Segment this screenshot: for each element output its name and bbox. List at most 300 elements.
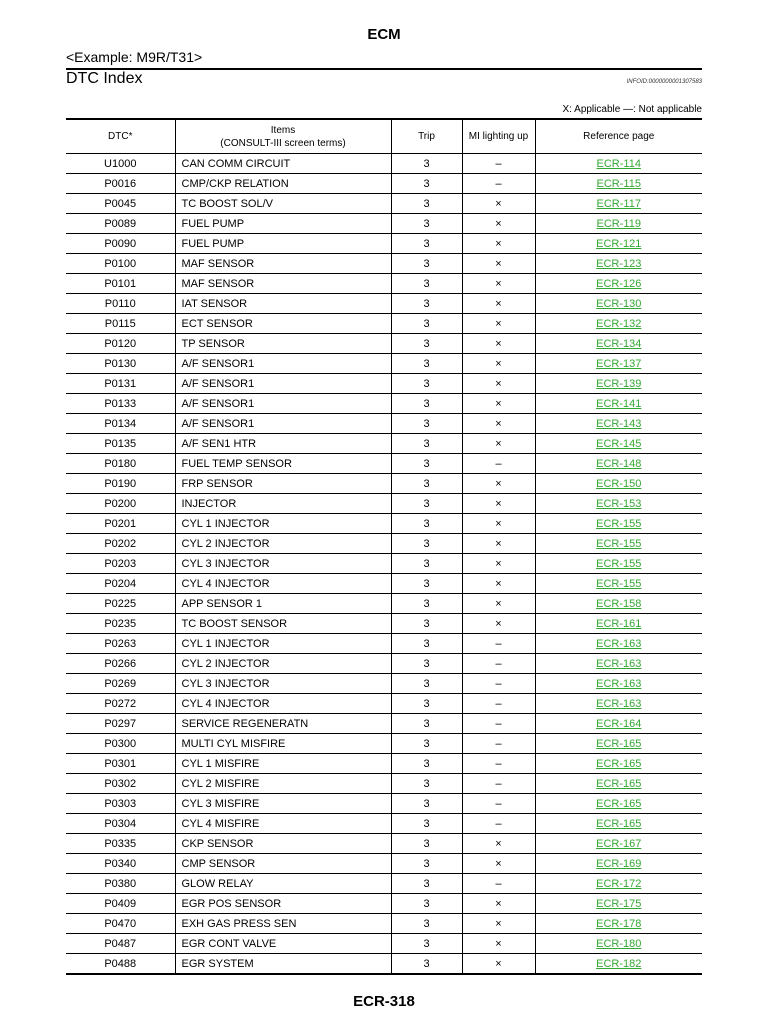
table-row: [66, 754, 702, 774]
mi-lighting-value: –: [462, 714, 535, 734]
reference-page-link[interactable]: ECR-145: [596, 437, 642, 450]
trip-value: 3: [391, 454, 462, 474]
trip-value: 3: [391, 874, 462, 894]
mi-lighting-value: ×: [462, 314, 535, 334]
mi-lighting-value: ×: [462, 614, 535, 634]
reference-cell: [535, 894, 702, 914]
mi-lighting-value: –: [462, 734, 535, 754]
dtc-code: P0225: [66, 594, 175, 614]
mi-lighting-value: ×: [462, 934, 535, 954]
trip-value: 3: [391, 254, 462, 274]
dtc-code: P0303: [66, 794, 175, 814]
item-name: CYL 3 MISFIRE: [175, 794, 391, 814]
item-name: A/F SENSOR1: [175, 354, 391, 374]
column-header-mi: MI lighting up: [462, 119, 535, 154]
dtc-code: P0045: [66, 194, 175, 214]
trip-value: 3: [391, 954, 462, 975]
info-id: INFOID:0000000001307583: [626, 79, 702, 85]
mi-lighting-value: ×: [462, 574, 535, 594]
mi-lighting-value: –: [462, 794, 535, 814]
item-name: CYL 2 MISFIRE: [175, 774, 391, 794]
reference-page-link[interactable]: ECR-163: [596, 677, 642, 690]
trip-value: 3: [391, 534, 462, 554]
item-name: SERVICE REGENERATN: [175, 714, 391, 734]
dtc-code: P0016: [66, 174, 175, 194]
dtc-code: P0304: [66, 814, 175, 834]
mi-lighting-value: ×: [462, 854, 535, 874]
dtc-code: P0115: [66, 314, 175, 334]
trip-value: 3: [391, 294, 462, 314]
item-name: CYL 1 MISFIRE: [175, 754, 391, 774]
reference-cell: [535, 934, 702, 954]
table-body: [66, 154, 702, 975]
dtc-code: U1000: [66, 154, 175, 174]
dtc-code: P0487: [66, 934, 175, 954]
table-row: [66, 474, 702, 494]
item-name: CYL 4 INJECTOR: [175, 574, 391, 594]
legend: X: Applicable —: Not applicable: [562, 104, 702, 115]
trip-value: 3: [391, 514, 462, 534]
trip-value: 3: [391, 694, 462, 714]
reference-cell: [535, 514, 702, 534]
reference-cell: [535, 914, 702, 934]
reference-page-link[interactable]: ECR-139: [596, 377, 642, 390]
reference-cell: [535, 394, 702, 414]
item-name: CYL 3 INJECTOR: [175, 554, 391, 574]
mi-lighting-value: ×: [462, 294, 535, 314]
reference-cell: [535, 454, 702, 474]
table-row: [66, 894, 702, 914]
table-row: [66, 314, 702, 334]
trip-value: 3: [391, 674, 462, 694]
dtc-code: P0100: [66, 254, 175, 274]
table-row: [66, 794, 702, 814]
trip-value: 3: [391, 634, 462, 654]
table-row: [66, 834, 702, 854]
reference-page-link[interactable]: ECR-165: [596, 737, 642, 750]
item-name: TP SENSOR: [175, 334, 391, 354]
reference-cell: [535, 334, 702, 354]
dtc-code: P0235: [66, 614, 175, 634]
table-row: [66, 234, 702, 254]
reference-cell: [535, 174, 702, 194]
table-header-row: [66, 119, 702, 154]
reference-page-link[interactable]: ECR-153: [596, 497, 642, 510]
reference-cell: [535, 154, 702, 174]
dtc-code: P0202: [66, 534, 175, 554]
reference-page-link[interactable]: ECR-155: [596, 537, 642, 550]
item-name: IAT SENSOR: [175, 294, 391, 314]
table-row: [66, 574, 702, 594]
reference-page-link[interactable]: ECR-165: [596, 797, 642, 810]
table-row: [66, 154, 702, 174]
reference-cell: [535, 654, 702, 674]
mi-lighting-value: ×: [462, 594, 535, 614]
dtc-code: P0101: [66, 274, 175, 294]
dtc-code: P0089: [66, 214, 175, 234]
table-row: [66, 414, 702, 434]
column-header-items-line1: Items: [270, 124, 296, 136]
trip-value: 3: [391, 394, 462, 414]
trip-value: 3: [391, 354, 462, 374]
item-name: CAN COMM CIRCUIT: [175, 154, 391, 174]
item-name: TC BOOST SOL/V: [175, 194, 391, 214]
reference-cell: [535, 354, 702, 374]
item-name: INJECTOR: [175, 494, 391, 514]
trip-value: 3: [391, 474, 462, 494]
table-row: [66, 454, 702, 474]
item-name: APP SENSOR 1: [175, 594, 391, 614]
reference-cell: [535, 494, 702, 514]
mi-lighting-value: ×: [462, 194, 535, 214]
dtc-code: P0204: [66, 574, 175, 594]
item-name: EGR CONT VALVE: [175, 934, 391, 954]
item-name: CYL 2 INJECTOR: [175, 534, 391, 554]
mi-lighting-value: –: [462, 454, 535, 474]
table-row: [66, 714, 702, 734]
trip-value: 3: [391, 614, 462, 634]
table-row: [66, 734, 702, 754]
dtc-code: P0120: [66, 334, 175, 354]
reference-cell: [535, 314, 702, 334]
dtc-code: P0297: [66, 714, 175, 734]
reference-page-link[interactable]: ECR-158: [596, 597, 642, 610]
item-name: TC BOOST SENSOR: [175, 614, 391, 634]
reference-cell: [535, 854, 702, 874]
table-row: [66, 514, 702, 534]
table-row: [66, 274, 702, 294]
item-name: FRP SENSOR: [175, 474, 391, 494]
reference-cell: [535, 594, 702, 614]
reference-cell: [535, 214, 702, 234]
dtc-code: P0300: [66, 734, 175, 754]
item-name: CYL 1 INJECTOR: [175, 514, 391, 534]
mi-lighting-value: ×: [462, 334, 535, 354]
reference-page-link[interactable]: ECR-163: [596, 697, 642, 710]
item-name: FUEL TEMP SENSOR: [175, 454, 391, 474]
reference-cell: [535, 414, 702, 434]
table-row: [66, 654, 702, 674]
dtc-code: P0134: [66, 414, 175, 434]
mi-lighting-value: ×: [462, 534, 535, 554]
reference-cell: [535, 234, 702, 254]
column-header-items-line2: (CONSULT-III screen terms): [220, 137, 346, 149]
reference-page-link[interactable]: ECR-134: [596, 337, 642, 350]
mi-lighting-value: ×: [462, 214, 535, 234]
reference-page-link[interactable]: ECR-121: [596, 237, 642, 250]
item-name: CYL 3 INJECTOR: [175, 674, 391, 694]
reference-page-link[interactable]: ECR-150: [596, 477, 642, 490]
table-row: [66, 554, 702, 574]
reference-cell: [535, 874, 702, 894]
section-title: DTC Index: [66, 70, 143, 87]
table-row: [66, 634, 702, 654]
table-row: [66, 914, 702, 934]
reference-page-link[interactable]: ECR-143: [596, 417, 642, 430]
reference-cell: [535, 694, 702, 714]
mi-lighting-value: –: [462, 694, 535, 714]
trip-value: 3: [391, 374, 462, 394]
trip-value: 3: [391, 314, 462, 334]
item-name: FUEL PUMP: [175, 214, 391, 234]
reference-cell: [535, 294, 702, 314]
item-name: CYL 2 INJECTOR: [175, 654, 391, 674]
reference-cell: [535, 374, 702, 394]
mi-lighting-value: –: [462, 754, 535, 774]
item-name: CYL 4 INJECTOR: [175, 694, 391, 714]
dtc-code: P0130: [66, 354, 175, 374]
trip-value: 3: [391, 214, 462, 234]
reference-page-link[interactable]: ECR-161: [596, 617, 642, 630]
mi-lighting-value: ×: [462, 514, 535, 534]
dtc-code: P0301: [66, 754, 175, 774]
table-row: [66, 674, 702, 694]
dtc-code: P0488: [66, 954, 175, 975]
table-row: [66, 814, 702, 834]
dtc-code: P0200: [66, 494, 175, 514]
trip-value: 3: [391, 814, 462, 834]
dtc-code: P0272: [66, 694, 175, 714]
mi-lighting-value: ×: [462, 394, 535, 414]
item-name: GLOW RELAY: [175, 874, 391, 894]
item-name: CMP SENSOR: [175, 854, 391, 874]
header-rule: [66, 68, 702, 70]
item-name: MAF SENSOR: [175, 254, 391, 274]
reference-page-link[interactable]: ECR-165: [596, 817, 642, 830]
table-row: [66, 214, 702, 234]
table-row: [66, 494, 702, 514]
table-row: [66, 374, 702, 394]
trip-value: 3: [391, 854, 462, 874]
table-row: [66, 434, 702, 454]
mi-lighting-value: –: [462, 634, 535, 654]
column-header-trip: Trip: [391, 119, 462, 154]
reference-page-link[interactable]: ECR-148: [596, 457, 642, 470]
page-footer: ECR-318: [353, 993, 415, 1010]
reference-cell: [535, 474, 702, 494]
table-row: [66, 954, 702, 975]
reference-cell: [535, 734, 702, 754]
reference-page-link[interactable]: ECR-163: [596, 637, 642, 650]
table-row: [66, 534, 702, 554]
dtc-code: P0380: [66, 874, 175, 894]
mi-lighting-value: ×: [462, 474, 535, 494]
trip-value: 3: [391, 554, 462, 574]
item-name: A/F SEN1 HTR: [175, 434, 391, 454]
item-name: A/F SENSOR1: [175, 374, 391, 394]
page-header: ECM: [367, 26, 401, 43]
table-row: [66, 334, 702, 354]
reference-cell: [535, 674, 702, 694]
item-name: CYL 1 INJECTOR: [175, 634, 391, 654]
mi-lighting-value: ×: [462, 434, 535, 454]
reference-page-link[interactable]: ECR-126: [596, 277, 642, 290]
reference-page-link[interactable]: ECR-163: [596, 657, 642, 670]
mi-lighting-value: ×: [462, 414, 535, 434]
table-row: [66, 394, 702, 414]
reference-page-link[interactable]: ECR-169: [596, 857, 642, 870]
trip-value: 3: [391, 834, 462, 854]
trip-value: 3: [391, 154, 462, 174]
trip-value: 3: [391, 414, 462, 434]
mi-lighting-value: ×: [462, 374, 535, 394]
mi-lighting-value: –: [462, 774, 535, 794]
trip-value: 3: [391, 494, 462, 514]
trip-value: 3: [391, 334, 462, 354]
item-name: EGR SYSTEM: [175, 954, 391, 975]
dtc-code: P0180: [66, 454, 175, 474]
mi-lighting-value: ×: [462, 234, 535, 254]
trip-value: 3: [391, 194, 462, 214]
table-row: [66, 594, 702, 614]
dtc-code: P0335: [66, 834, 175, 854]
reference-page-link[interactable]: ECR-180: [596, 937, 642, 950]
dtc-code: P0266: [66, 654, 175, 674]
item-name: FUEL PUMP: [175, 234, 391, 254]
trip-value: 3: [391, 234, 462, 254]
dtc-code: P0409: [66, 894, 175, 914]
mi-lighting-value: ×: [462, 354, 535, 374]
reference-page-link[interactable]: ECR-155: [596, 577, 642, 590]
table-row: [66, 874, 702, 894]
table-row: [66, 694, 702, 714]
table-row: [66, 294, 702, 314]
reference-cell: [535, 754, 702, 774]
item-name: A/F SENSOR1: [175, 394, 391, 414]
reference-page-link[interactable]: ECR-114: [596, 157, 641, 170]
dtc-code: P0302: [66, 774, 175, 794]
reference-page-link[interactable]: ECR-155: [596, 517, 642, 530]
dtc-code: P0269: [66, 674, 175, 694]
reference-page-link[interactable]: ECR-172: [596, 877, 642, 890]
item-name: MULTI CYL MISFIRE: [175, 734, 391, 754]
dtc-code: P0201: [66, 514, 175, 534]
mi-lighting-value: ×: [462, 954, 535, 975]
item-name: A/F SENSOR1: [175, 414, 391, 434]
dtc-code: P0263: [66, 634, 175, 654]
trip-value: 3: [391, 894, 462, 914]
reference-page-link[interactable]: ECR-165: [596, 777, 642, 790]
trip-value: 3: [391, 934, 462, 954]
table-row: [66, 774, 702, 794]
mi-lighting-value: –: [462, 654, 535, 674]
reference-cell: [535, 714, 702, 734]
dtc-code: P0110: [66, 294, 175, 314]
trip-value: 3: [391, 174, 462, 194]
dtc-code: P0133: [66, 394, 175, 414]
item-name: EXH GAS PRESS SEN: [175, 914, 391, 934]
item-name: CMP/CKP RELATION: [175, 174, 391, 194]
mi-lighting-value: ×: [462, 554, 535, 574]
trip-value: 3: [391, 754, 462, 774]
reference-page-link[interactable]: ECR-123: [596, 257, 642, 270]
trip-value: 3: [391, 594, 462, 614]
reference-page-link[interactable]: ECR-130: [596, 297, 642, 310]
trip-value: 3: [391, 714, 462, 734]
reference-page-link[interactable]: ECR-167: [596, 837, 642, 850]
table-row: [66, 854, 702, 874]
mi-lighting-value: –: [462, 814, 535, 834]
mi-lighting-value: –: [462, 674, 535, 694]
mi-lighting-value: ×: [462, 274, 535, 294]
trip-value: 3: [391, 274, 462, 294]
mi-lighting-value: –: [462, 174, 535, 194]
trip-value: 3: [391, 574, 462, 594]
reference-cell: [535, 434, 702, 454]
reference-page-link[interactable]: ECR-119: [596, 217, 641, 230]
trip-value: 3: [391, 434, 462, 454]
dtc-code: P0470: [66, 914, 175, 934]
mi-lighting-value: ×: [462, 494, 535, 514]
trip-value: 3: [391, 774, 462, 794]
table-row: [66, 254, 702, 274]
example-label: <Example: M9R/T31>: [66, 49, 203, 65]
reference-cell: [535, 954, 702, 975]
mi-lighting-value: ×: [462, 894, 535, 914]
trip-value: 3: [391, 734, 462, 754]
trip-value: 3: [391, 914, 462, 934]
dtc-code: P0090: [66, 234, 175, 254]
dtc-code: P0135: [66, 434, 175, 454]
reference-page-link[interactable]: ECR-165: [596, 757, 642, 770]
dtc-code: P0203: [66, 554, 175, 574]
trip-value: 3: [391, 654, 462, 674]
reference-cell: [535, 194, 702, 214]
reference-page-link[interactable]: ECR-141: [596, 397, 642, 410]
reference-cell: [535, 574, 702, 594]
reference-cell: [535, 834, 702, 854]
reference-page-link[interactable]: ECR-117: [596, 197, 641, 210]
reference-page-link[interactable]: ECR-164: [596, 717, 642, 730]
column-header-ref: Reference page: [535, 119, 702, 154]
reference-cell: [535, 554, 702, 574]
reference-cell: [535, 614, 702, 634]
table-row: [66, 354, 702, 374]
mi-lighting-value: –: [462, 154, 535, 174]
reference-cell: [535, 774, 702, 794]
trip-value: 3: [391, 794, 462, 814]
reference-cell: [535, 534, 702, 554]
dtc-code: P0131: [66, 374, 175, 394]
mi-lighting-value: –: [462, 874, 535, 894]
item-name: CKP SENSOR: [175, 834, 391, 854]
reference-page-link[interactable]: ECR-115: [596, 177, 641, 190]
table-row: [66, 934, 702, 954]
mi-lighting-value: ×: [462, 834, 535, 854]
item-name: MAF SENSOR: [175, 274, 391, 294]
mi-lighting-value: ×: [462, 914, 535, 934]
table-row: [66, 614, 702, 634]
column-header-dtc: DTC*: [66, 119, 175, 154]
item-name: CYL 4 MISFIRE: [175, 814, 391, 834]
reference-cell: [535, 814, 702, 834]
table-row: [66, 194, 702, 214]
reference-page-link[interactable]: ECR-132: [596, 317, 642, 330]
reference-page-link[interactable]: ECR-178: [596, 917, 642, 930]
reference-cell: [535, 634, 702, 654]
reference-page-link[interactable]: ECR-175: [596, 897, 642, 910]
mi-lighting-value: ×: [462, 254, 535, 274]
reference-cell: [535, 274, 702, 294]
dtc-code: P0190: [66, 474, 175, 494]
reference-page-link[interactable]: ECR-155: [596, 557, 642, 570]
reference-page-link[interactable]: ECR-182: [596, 957, 642, 970]
item-name: EGR POS SENSOR: [175, 894, 391, 914]
dtc-index-table: [66, 118, 702, 975]
column-header-items: [175, 119, 391, 154]
reference-cell: [535, 794, 702, 814]
reference-page-link[interactable]: ECR-137: [596, 357, 642, 370]
